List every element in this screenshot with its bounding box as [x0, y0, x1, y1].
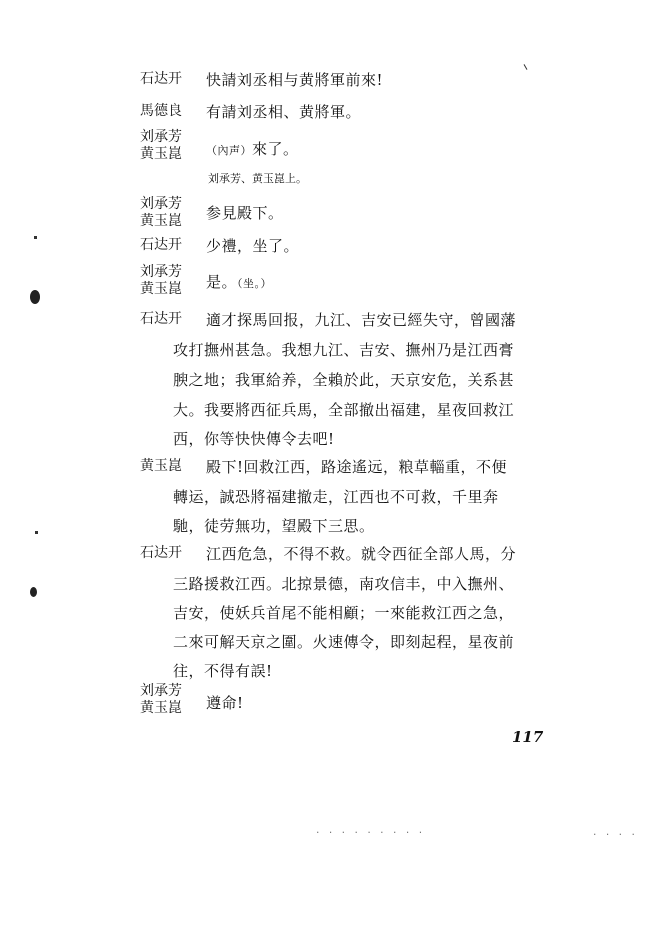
dialogue-text: 少禮，坐了。 — [206, 237, 300, 255]
inline-stage-note: （坐。） — [237, 277, 273, 290]
speaker-name: 石达开 — [140, 311, 182, 327]
scan-speck — [35, 531, 38, 534]
dialogue-text: 往，不得有誤! — [173, 662, 273, 680]
dialogue-text-main: 來了。 — [252, 140, 299, 158]
dialogue-text: 西，你等快快傳令去吧! — [173, 430, 335, 448]
scan-speck — [524, 64, 528, 70]
dialogue-text: 三路援救江西。北掠景德，南攻信丰，中入撫州、 — [173, 575, 515, 593]
dialogue-text: 殿下!回救江西，路途遙远，粮草輜重，不便 — [206, 458, 508, 476]
scan-speckle-row: . . . . . . . . . — [315, 826, 425, 836]
speaker-name: 刘承芳 — [140, 129, 182, 145]
page-number: 117 — [512, 728, 544, 746]
speaker-name: 石达开 — [140, 237, 182, 253]
dialogue-text-main: 是。 — [206, 273, 238, 291]
dialogue-text: 馳，徒劳無功，望殿下三思。 — [173, 517, 375, 535]
speaker-name: 黄玉崑 — [140, 213, 182, 229]
scan-speckle-row: . . . . — [592, 828, 637, 838]
speaker-name: 刘承芳 — [140, 264, 182, 280]
speaker-name: 刘承芳 — [140, 683, 182, 699]
dialogue-text: 有請刘丞相、黄將軍。 — [206, 103, 362, 121]
dialogue-text: 腴之地；我軍給养，全賴於此，天京安危，关系甚 — [173, 371, 515, 389]
dialogue-text: 快請刘丞相与黄將軍前來! — [206, 71, 384, 89]
speaker-name: 黄玉崑 — [140, 146, 182, 162]
binding-hole-mark — [30, 587, 37, 597]
inline-stage-note: （內声） — [206, 144, 252, 157]
speaker-name: 馬德良 — [140, 103, 182, 119]
stage-direction: 刘承芳、黄玉崑上。 — [208, 172, 307, 185]
dialogue-text: 大。我要將西征兵馬，全部撤出福建，星夜回救江 — [173, 401, 515, 419]
scan-speck — [34, 236, 37, 239]
dialogue-text: 江西危急，不得不救。就令西征全部人馬，分 — [206, 545, 517, 563]
dialogue-text: 攻打撫州甚急。我想九江、吉安、撫州乃是江西膏 — [173, 341, 515, 359]
binding-hole-mark — [30, 290, 40, 304]
dialogue-text: 二來可解天京之圍。火速傳令，即刻起程，星夜前 — [173, 633, 515, 651]
dialogue-text — [206, 272, 272, 294]
speaker-name: 石达开 — [140, 71, 182, 87]
dialogue-text: 遵命! — [206, 694, 244, 712]
dialogue-text: 吉安，使妖兵首尾不能相顧；一來能救江西之急， — [173, 604, 515, 622]
dialogue-text — [206, 139, 299, 161]
speaker-name: 黄玉崑 — [140, 458, 182, 474]
speaker-name: 黄玉崑 — [140, 700, 182, 716]
speaker-name: 石达开 — [140, 545, 182, 561]
speaker-name: 黄玉崑 — [140, 281, 182, 297]
dialogue-text: 適才探馬回报，九江、吉安已經失守，曾國藩 — [206, 311, 517, 329]
dialogue-text: 轉运，誠恐將福建撤走，江西也不可救，千里奔 — [173, 488, 499, 506]
speaker-name: 刘承芳 — [140, 196, 182, 212]
dialogue-text: 参見殿下。 — [206, 204, 284, 222]
